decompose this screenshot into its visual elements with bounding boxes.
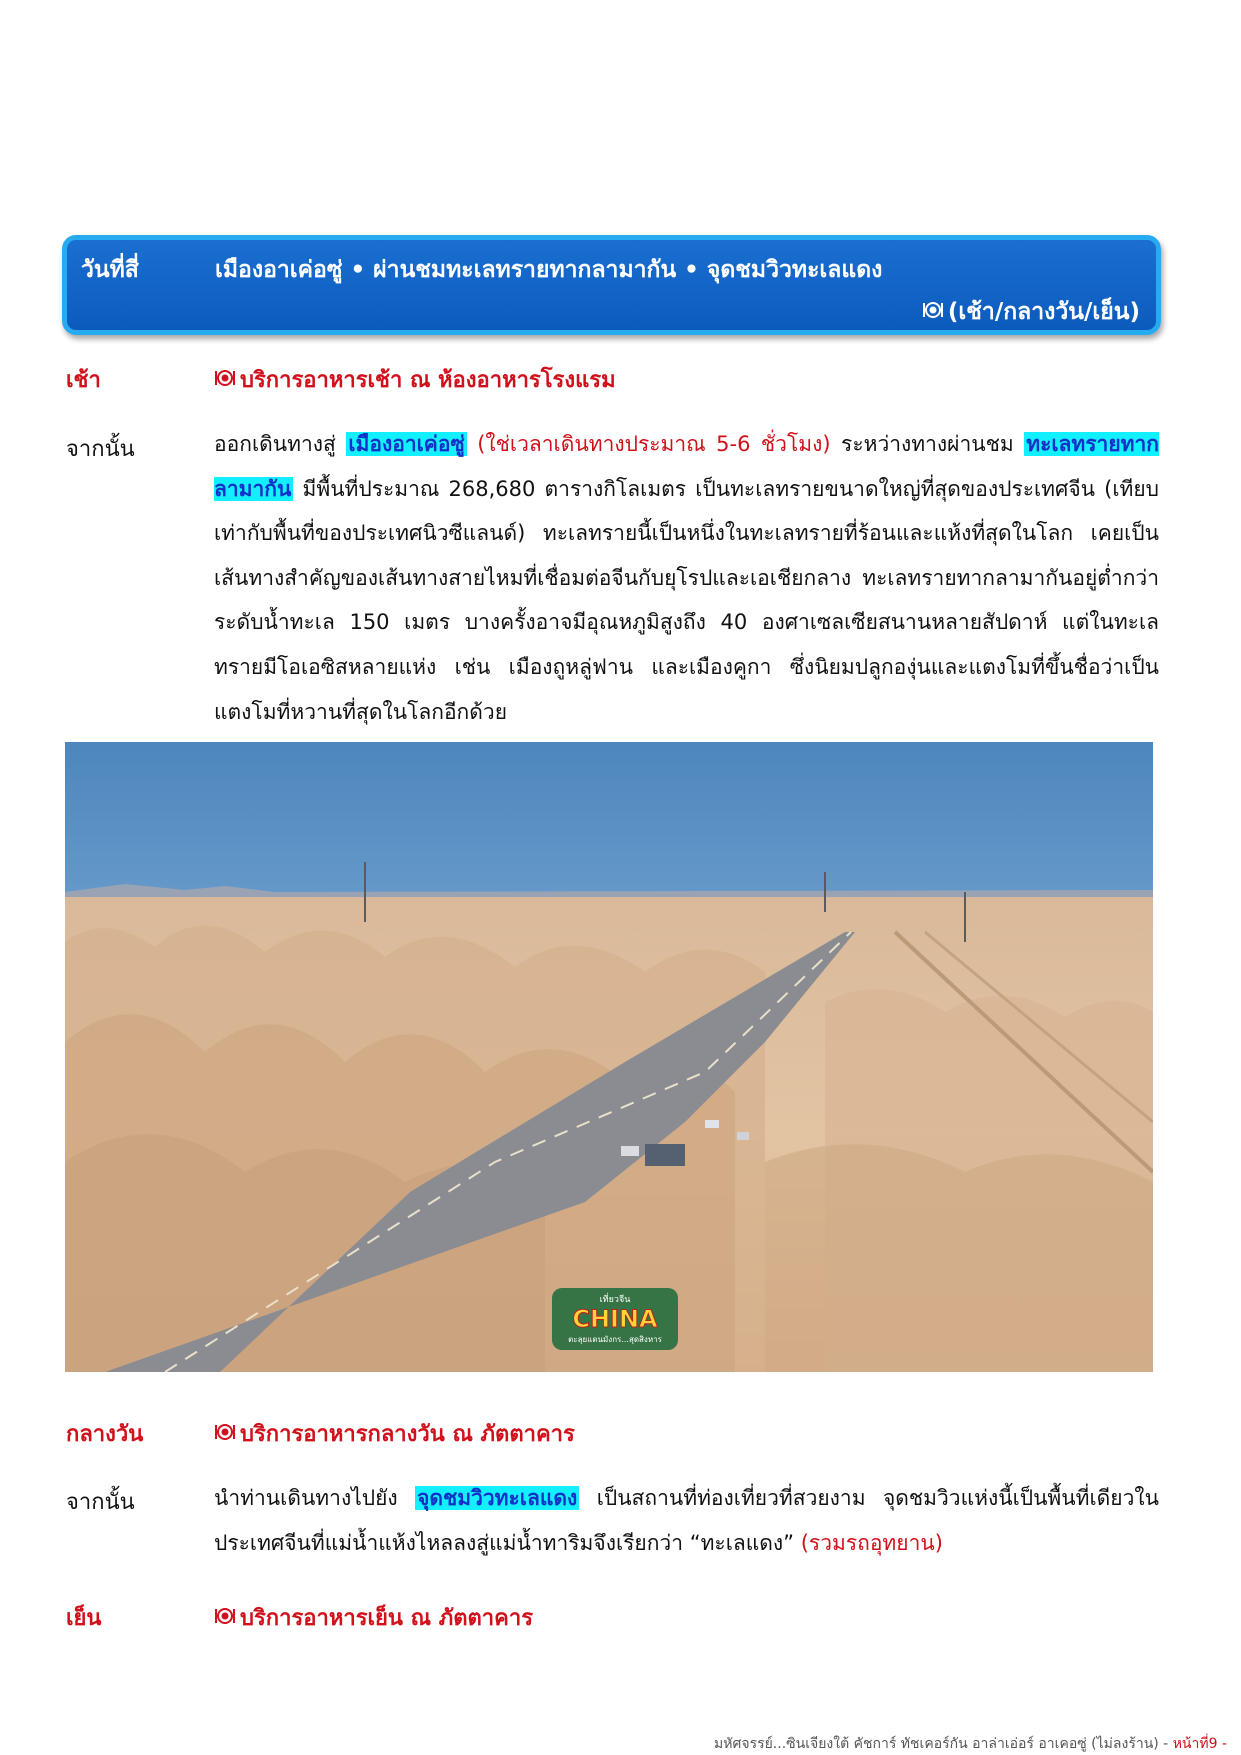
lunch-text: บริการอาหารกลางวัน ณ ภัตตาคาร: [240, 1422, 575, 1447]
afternoon-text-1: นำท่านเดินทางไปยัง: [214, 1486, 416, 1510]
breakfast-label: เช้า: [66, 368, 101, 393]
dinner-label: เย็น: [66, 1606, 102, 1631]
morning-label: จากนั้น: [66, 437, 135, 462]
china-watermark: [552, 1288, 678, 1350]
breakfast-text: บริการอาหารเช้า ณ ห้องอาหารโรงแรม: [240, 368, 616, 393]
morning-text-1: ออกเดินทางสู่: [214, 432, 347, 456]
lunch-meal: [214, 1416, 575, 1451]
dinner-meal: [214, 1600, 533, 1635]
watermark-top-text: เที่ยวจีน: [599, 1295, 631, 1305]
day-meals: [922, 294, 1140, 330]
meal-icon: [922, 299, 944, 325]
meal-icon: [214, 1605, 236, 1631]
breakfast-meal: [214, 362, 616, 397]
day-label: วันที่สี่: [81, 257, 139, 283]
afternoon-paragraph: [214, 1476, 1159, 1565]
lunch-label: กลางวัน: [66, 1422, 144, 1447]
morning-paragraph: [214, 422, 1159, 734]
footer-text: มหัศจรรย์...ซินเจียงใต้ คัชการ์ ทัชเคอร์กัน อาล่าเอ่อร์ อาเคอซู่ (ไม่ลงร้าน) -: [714, 1736, 1173, 1752]
highlight-aksu: เมืองอาเค่อซู่: [348, 432, 465, 456]
highlight-red-sea-viewpoint: จุดชมวิวทะเลแดง: [417, 1486, 578, 1510]
day-header-banner: [62, 235, 1161, 335]
highlight-taklamakan: ทะเลทรายทากลามากัน: [214, 432, 1159, 501]
page-footer: [714, 1733, 1227, 1755]
day-title: เมืองอาเค่อซู่ • ผ่านชมทะเลทรายทากลามากัน • จุดชมวิวทะเลแดง: [215, 257, 883, 283]
watermark-title: CHINA: [572, 1305, 658, 1333]
desert-road-photo: [65, 742, 1153, 1372]
dinner-text: บริการอาหารเย็น ณ ภัตตาคาร: [240, 1606, 534, 1631]
afternoon-text-2: เป็นสถานที่ท่องเที่ยวที่สวยงาม จุดชมวิวแห่งนี้เป็นพื้นที่เดียวในประเทศจีนที่แม่น้ำแห้งไหลลงสู่แม่น้ำทาริมจึงเรียกว่า “ทะเลแดง”: [214, 1486, 1159, 1555]
travel-time-note: (ใช่เวลาเดินทางประมาณ 5-6 ชั่วโมง): [466, 432, 831, 456]
morning-text-3: มีพื้นที่ประมาณ 268,680 ตารางกิโลเมตร เป็นทะเลทรายขนาดใหญ่ที่สุดของประเทศจีน (เทียบเท่ากับพื้นที่ของประเทศนิวซีแลนด์) ทะเลทรายนี้เป็นหนึ่งในทะเลทรายที่ร้อนและแห้งที่สุดในโลก เคยเป็นเส้นทางสำคัญของเส้นทางสายไหมที่เชื่อมต่อจีนกับยุโรปและเอเชียกลาง ทะเลทรายทากลามากันอยู่ต่ำกว่าระดับน้ำทะเล 150 เมตร บางครั้งอาจมีอุณหภูมิสูงถึง 40 องศาเซลเซียสนานหลายสัปดาห์ แต่ในทะเลทรายมีโอเอซิสหลายแห่ง เช่น เมืองถูหลู่ฟาน และเมืองคูกา ซึ่งนิยมปลูกองุ่นและแตงโมที่ขึ้นชื่อว่าเป็นแตงโมที่หวานที่สุดในโลกอีกด้วย: [214, 476, 1159, 724]
afternoon-label: จากนั้น: [66, 1490, 135, 1515]
morning-text-2: ระหว่างทางผ่านชม: [830, 432, 1025, 456]
page-number: หน้าที่9 -: [1172, 1736, 1227, 1752]
day-meals-text: (เช้า/กลางวัน/เย็น): [947, 299, 1140, 325]
meal-icon: [214, 367, 236, 393]
meal-icon: [214, 1421, 236, 1447]
watermark-sub-text: ตะลุยแดนมังกร...สุดสิงหาร: [568, 1335, 662, 1344]
park-vehicle-note: (รวมรถอุทยาน): [800, 1530, 943, 1555]
